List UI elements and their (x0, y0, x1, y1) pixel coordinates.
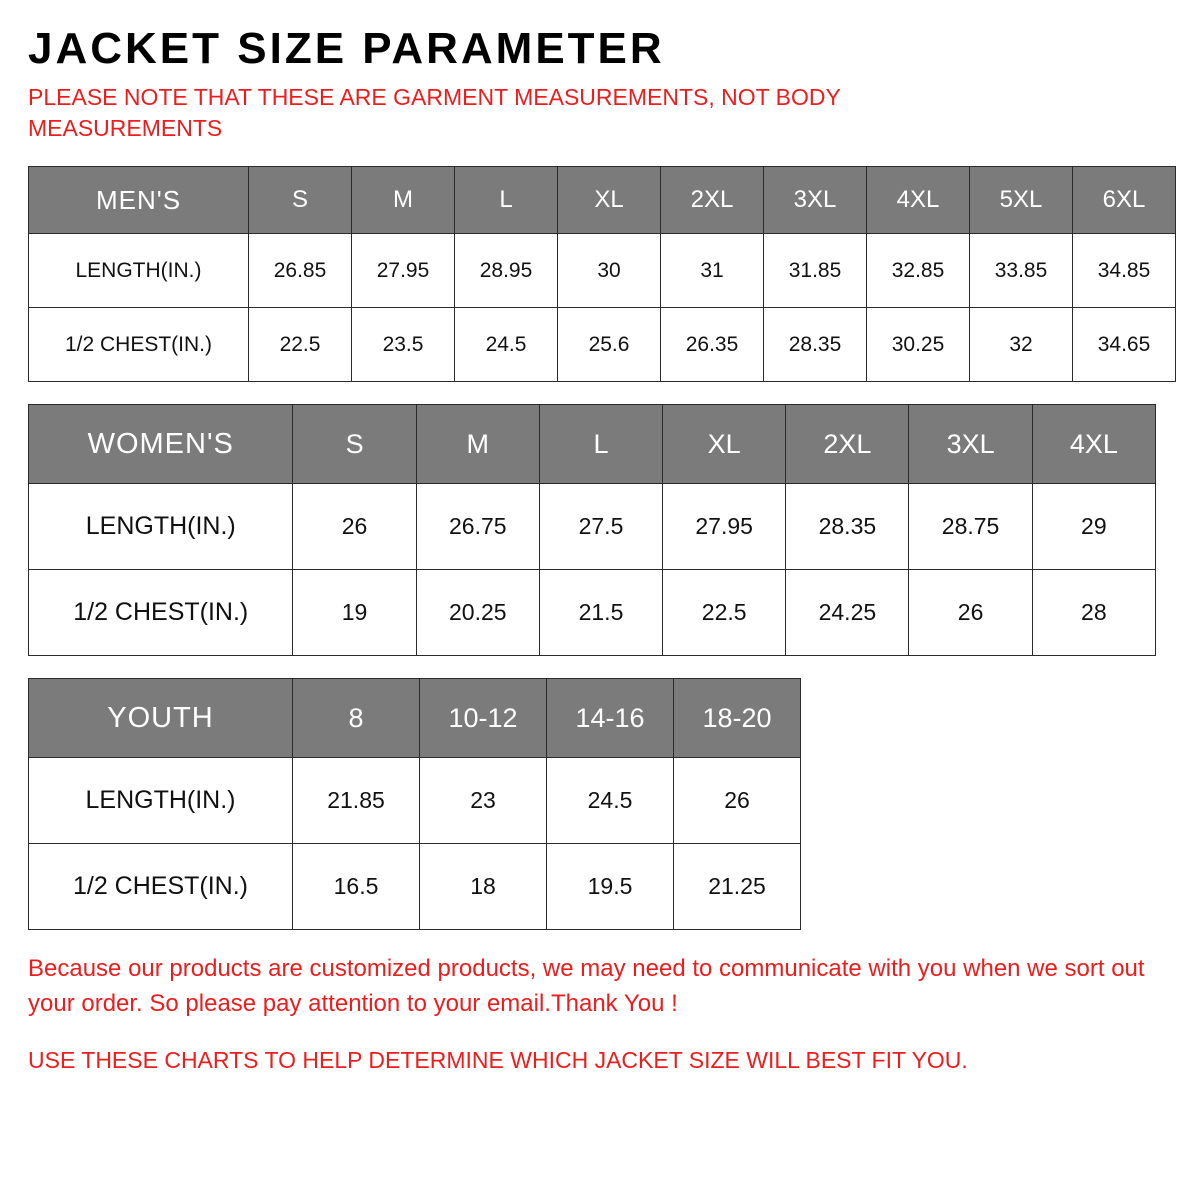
row-label: LENGTH(IN.) (29, 234, 249, 308)
footer-chart-usage-note: USE THESE CHARTS TO HELP DETERMINE WHICH JACKET SIZE WILL BEST FIT YOU. (28, 1046, 968, 1073)
column-header: 5XL (970, 167, 1073, 234)
cell-value: 16.5 (293, 844, 420, 930)
cell-value: 34.65 (1073, 308, 1176, 382)
cell-value: 28 (1032, 570, 1155, 656)
cell-value: 19.5 (547, 844, 674, 930)
table-row (29, 234, 1176, 308)
column-header: 3XL (909, 405, 1032, 484)
mens-size-table (28, 166, 1176, 382)
womens-size-table (28, 404, 1156, 656)
column-header: M (416, 405, 539, 484)
row-label: LENGTH(IN.) (29, 758, 293, 844)
cell-value: 23 (420, 758, 547, 844)
column-header: M (352, 167, 455, 234)
cell-value: 19 (293, 570, 416, 656)
cell-value: 22.5 (249, 308, 352, 382)
column-header: L (539, 405, 662, 484)
column-header: 6XL (1073, 167, 1176, 234)
cell-value: 28.35 (786, 484, 909, 570)
youth-header-label: YOUTH (29, 679, 293, 758)
cell-value: 26 (674, 758, 801, 844)
cell-value: 31.85 (764, 234, 867, 308)
cell-value: 33.85 (970, 234, 1073, 308)
table-header-row (29, 167, 1176, 234)
cell-value: 27.95 (352, 234, 455, 308)
row-label: 1/2 CHEST(IN.) (29, 308, 249, 382)
table-header-row (29, 679, 801, 758)
cell-value: 30.25 (867, 308, 970, 382)
column-header: 14-16 (547, 679, 674, 758)
cell-value: 24.5 (455, 308, 558, 382)
cell-value: 28.95 (455, 234, 558, 308)
column-header: 2XL (786, 405, 909, 484)
column-header: 4XL (1032, 405, 1155, 484)
column-header: S (293, 405, 416, 484)
table-row (29, 758, 801, 844)
cell-value: 24.5 (547, 758, 674, 844)
youth-size-table (28, 678, 801, 930)
cell-value: 34.85 (1073, 234, 1176, 308)
cell-value: 23.5 (352, 308, 455, 382)
column-header: 8 (293, 679, 420, 758)
cell-value: 28.35 (764, 308, 867, 382)
cell-value: 20.25 (416, 570, 539, 656)
column-header: XL (663, 405, 786, 484)
table-row (29, 570, 1156, 656)
cell-value: 26.85 (249, 234, 352, 308)
row-label: 1/2 CHEST(IN.) (29, 570, 293, 656)
table-row (29, 308, 1176, 382)
cell-value: 18 (420, 844, 547, 930)
row-label: LENGTH(IN.) (29, 484, 293, 570)
table-row (29, 844, 801, 930)
cell-value: 26 (293, 484, 416, 570)
cell-value: 31 (661, 234, 764, 308)
cell-value: 21.85 (293, 758, 420, 844)
cell-value: 21.5 (539, 570, 662, 656)
column-header: 10-12 (420, 679, 547, 758)
cell-value: 21.25 (674, 844, 801, 930)
cell-value: 26.35 (661, 308, 764, 382)
column-header: 3XL (764, 167, 867, 234)
cell-value: 29 (1032, 484, 1155, 570)
column-header: L (455, 167, 558, 234)
column-header: 4XL (867, 167, 970, 234)
column-header: S (249, 167, 352, 234)
column-header: XL (558, 167, 661, 234)
cell-value: 22.5 (663, 570, 786, 656)
cell-value: 28.75 (909, 484, 1032, 570)
column-header: 18-20 (674, 679, 801, 758)
footer-customization-note: Because our products are customized products, we may need to communicate with you when we sort out your order. So please pay attention to your email.Thank You ! (28, 955, 1145, 1018)
cell-value: 32.85 (867, 234, 970, 308)
mens-header-label: MEN'S (29, 167, 249, 234)
cell-value: 32 (970, 308, 1073, 382)
womens-header-label: WOMEN'S (29, 405, 293, 484)
cell-value: 26 (909, 570, 1032, 656)
cell-value: 25.6 (558, 308, 661, 382)
column-header: 2XL (661, 167, 764, 234)
cell-value: 30 (558, 234, 661, 308)
row-label: 1/2 CHEST(IN.) (29, 844, 293, 930)
footer-notes (28, 952, 1168, 1077)
cell-value: 27.95 (663, 484, 786, 570)
measurement-note: PLEASE NOTE THAT THESE ARE GARMENT MEASUREMENTS, NOT BODY MEASUREMENTS (28, 84, 841, 142)
cell-value: 24.25 (786, 570, 909, 656)
table-header-row (29, 405, 1156, 484)
cell-value: 27.5 (539, 484, 662, 570)
cell-value: 26.75 (416, 484, 539, 570)
table-row (29, 484, 1156, 570)
page-title: JACKET SIZE PARAMETER (28, 24, 665, 73)
